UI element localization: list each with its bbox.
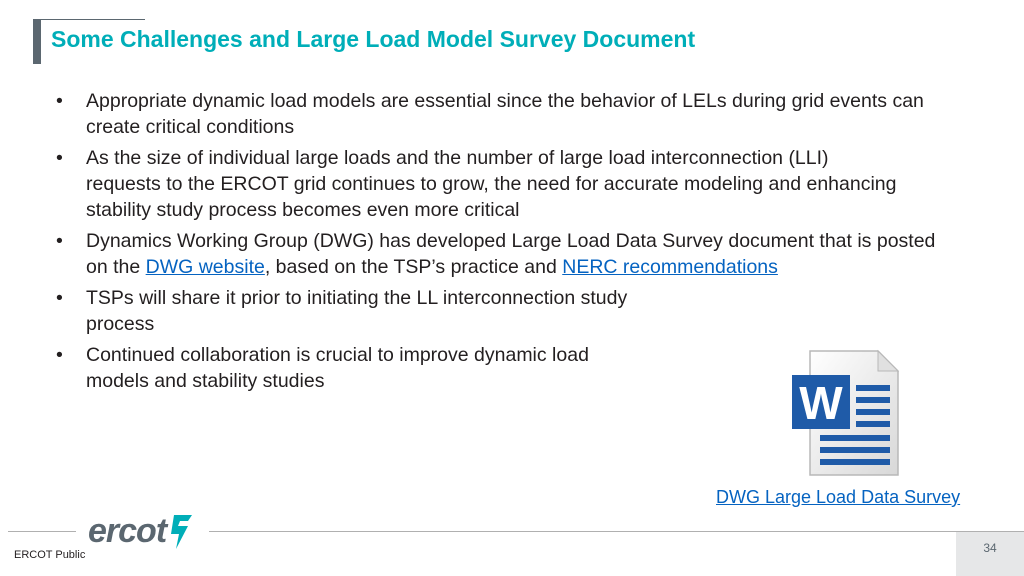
bullet-item [56, 228, 956, 280]
footer-label: ERCOT Public [14, 549, 86, 561]
bullet-item [56, 285, 686, 337]
bullet-text: Continued collaboration is crucial to improve dynamic load models and stability studies [86, 344, 589, 392]
bullet-marker: • [56, 287, 63, 309]
bullet-item [56, 145, 906, 223]
bullet-marker: • [56, 147, 63, 169]
bullet-text: , based on the TSP’s practice and [264, 256, 563, 278]
footer-divider [8, 531, 76, 532]
title-top-rule [41, 19, 145, 20]
footer-divider [209, 531, 1024, 532]
dwg-website-link[interactable]: DWG website [145, 256, 265, 278]
bullet-marker: • [56, 90, 63, 112]
bullet-text: Dynamics Working Group (DWG) has developed Large Load Data Survey document that is posted on the [86, 230, 936, 278]
word-document-icon[interactable] [790, 345, 902, 480]
bullet-marker: • [56, 230, 63, 252]
bullet-text: TSPs will share it prior to initiating the LL interconnection study process [86, 287, 628, 335]
bullet-item [56, 88, 976, 140]
bullet-marker: • [56, 344, 63, 366]
nerc-recommendations-link[interactable]: NERC recommendations [562, 256, 778, 278]
logo-wordmark: ercot [88, 512, 167, 550]
ercot-bolt-icon [168, 513, 194, 551]
bullet-text: As the size of individual large loads and the number of large load interconnection (LLI) requests to the ERCOT grid continues to grow, the need for accurate modeling and enhancing stability study process becomes even more critical [86, 147, 897, 221]
ercot-logo [88, 512, 194, 551]
title-accent-bar [33, 19, 41, 64]
bullet-item [56, 342, 646, 394]
bullet-text: Appropriate dynamic load models are essential since the behavior of LELs during grid events can create critical conditions [86, 90, 924, 138]
large-load-survey-link[interactable]: DWG Large Load Data Survey [716, 487, 961, 507]
slide-title: Some Challenges and Large Load Model Survey Document [51, 26, 696, 52]
word-icon-letter: W [799, 377, 843, 429]
page-number: 34 [956, 532, 1024, 576]
